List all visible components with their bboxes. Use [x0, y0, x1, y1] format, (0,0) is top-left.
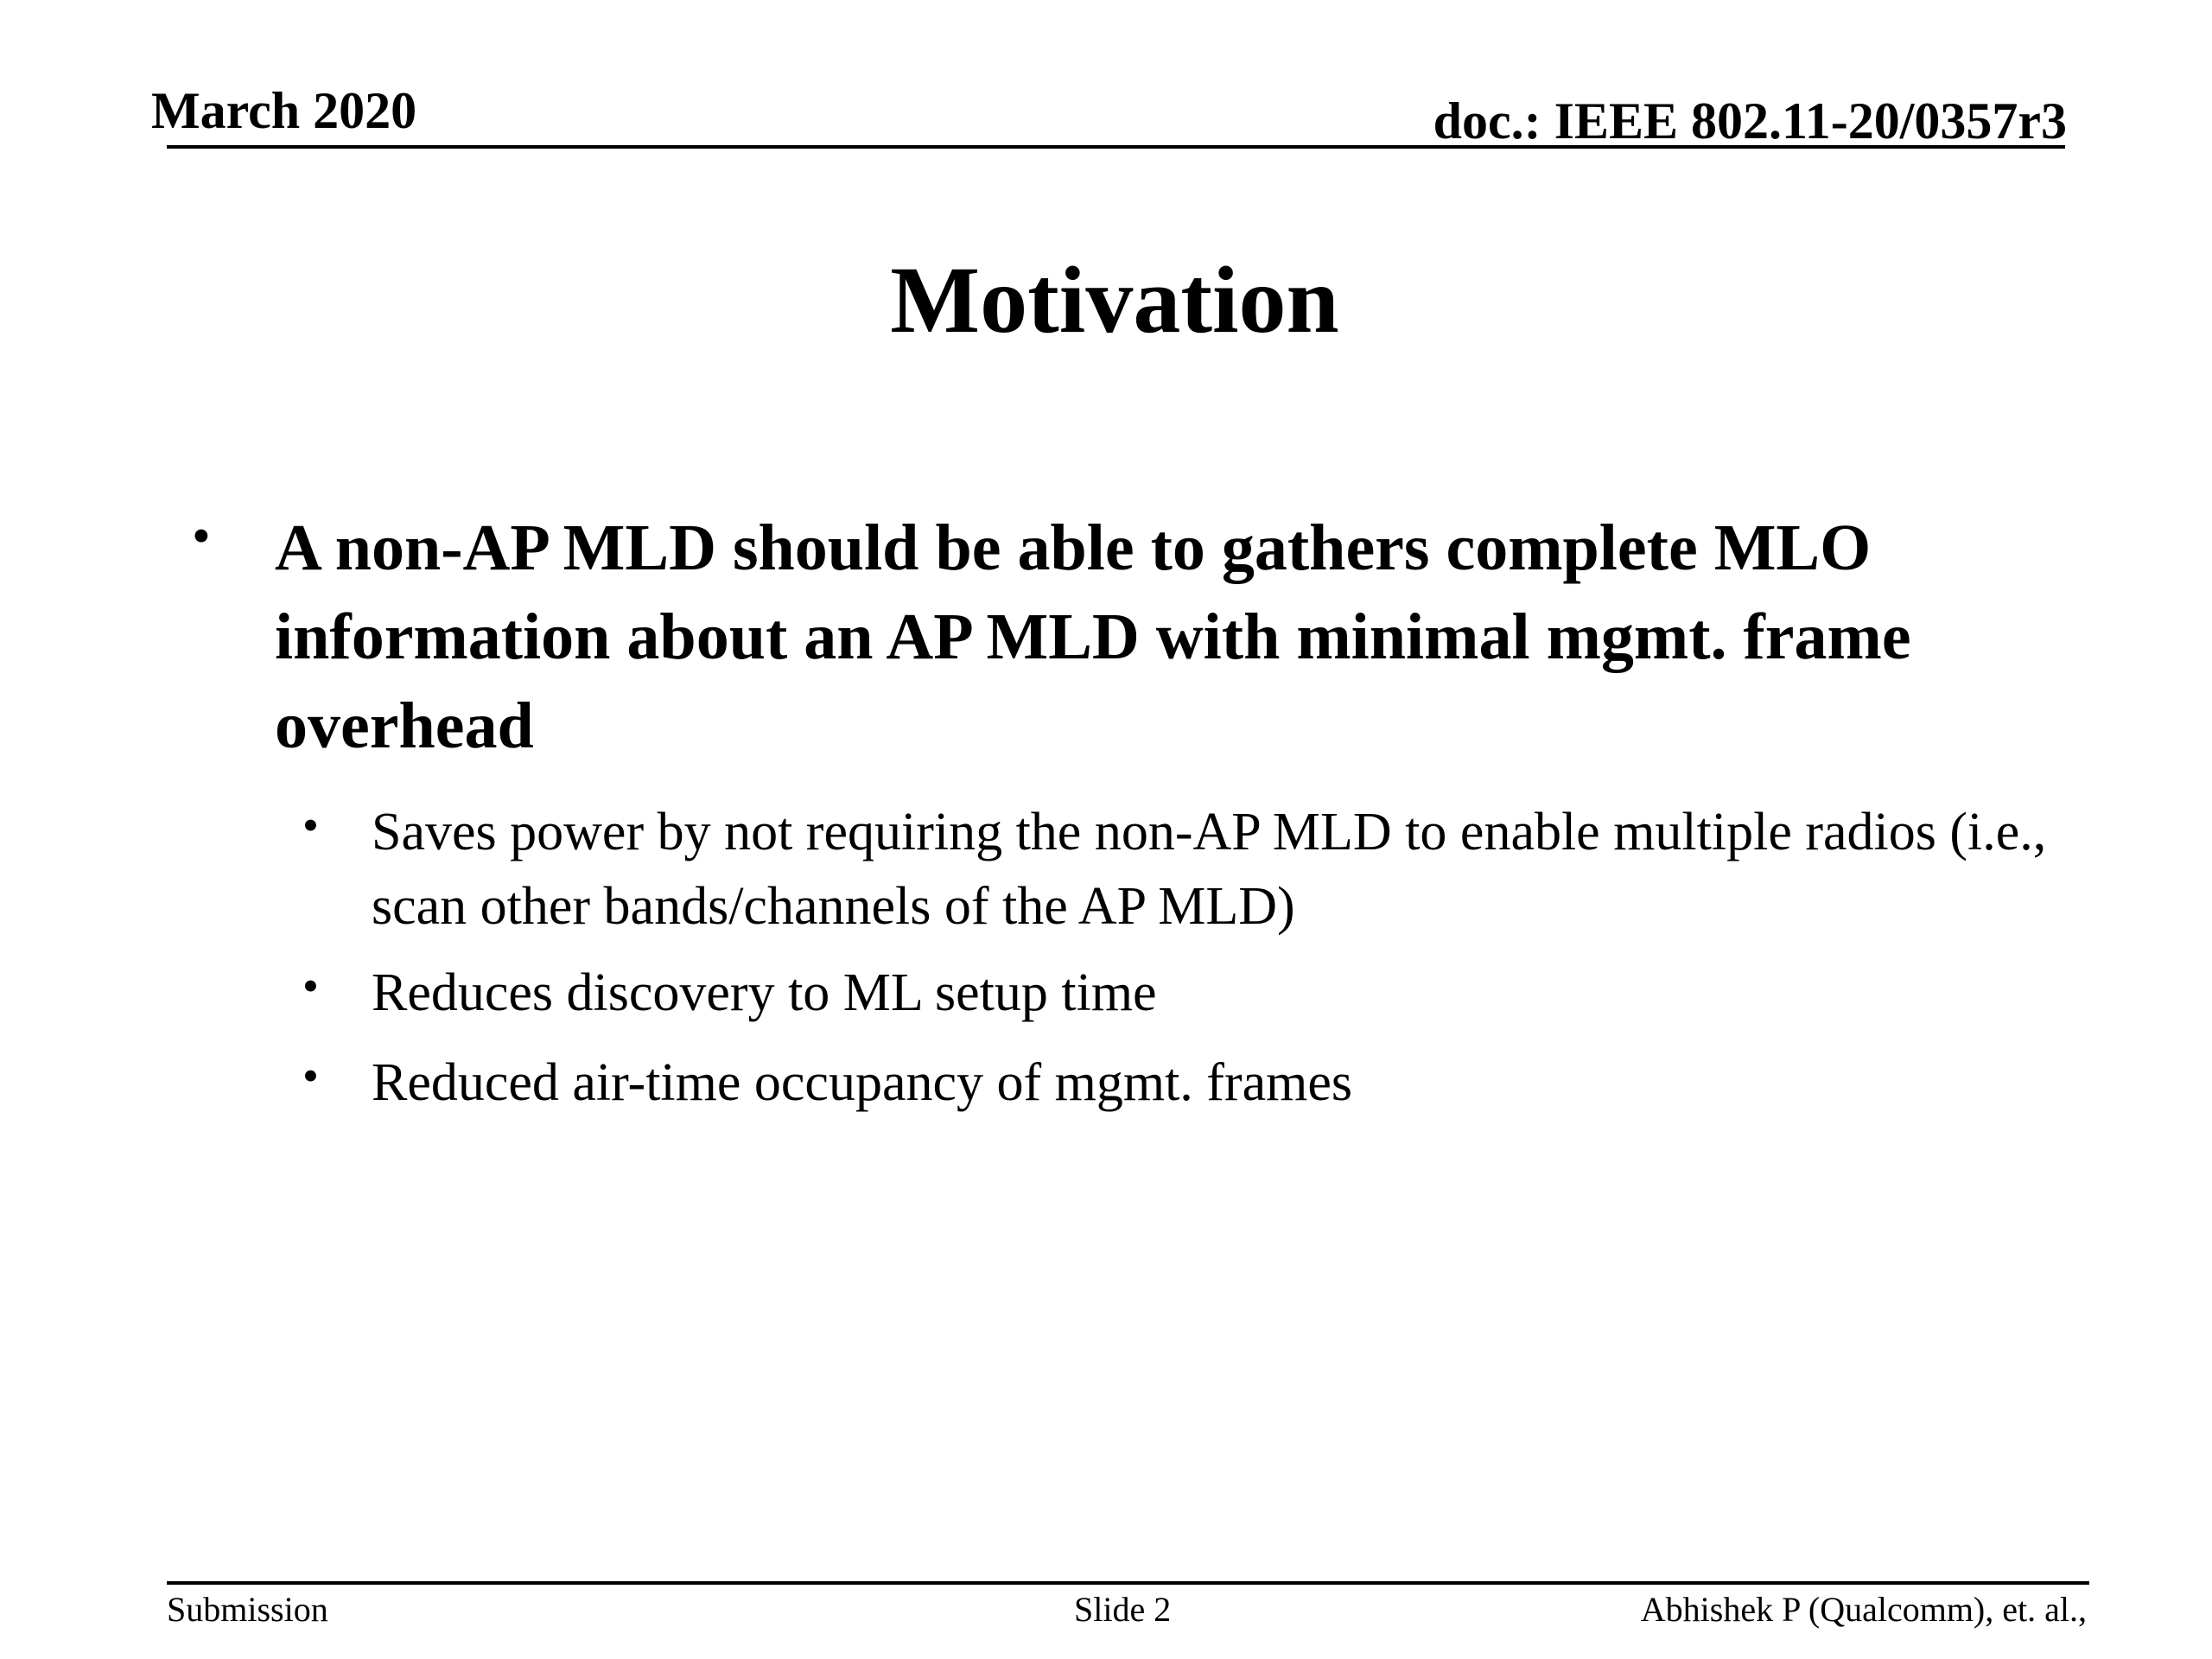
footer-divider — [167, 1581, 2089, 1585]
sub-bullet-marker: • — [302, 1050, 319, 1102]
bullet-marker: • — [192, 507, 211, 566]
slide-title: Motivation — [890, 247, 1339, 353]
footer-submission: Submission — [167, 1590, 328, 1629]
sub-bullet-marker: • — [302, 799, 319, 851]
header-doc-id: doc.: IEEE 802.11-20/0357r3 — [1433, 92, 2067, 149]
header-date: March 2020 — [151, 82, 417, 139]
sub-bullet-text: Reduced air-time occupancy of mgmt. frames — [372, 1053, 1352, 1112]
footer-slide-number: Slide 2 — [1074, 1590, 1172, 1629]
sub-bullet-marker: • — [302, 960, 319, 1012]
header-divider — [167, 145, 2065, 149]
sub-bullet-text: Saves power by not requiring the non-AP MLD to enable multiple radios (i.e., scan other bands/channels of the AP MLD) — [372, 803, 2047, 936]
main-bullet-text: A non-AP MLD should be able to gathers complete MLO information about an AP MLD with minimal mgmt. frame overhead — [275, 512, 1911, 762]
footer-author: Abhishek P (Qualcomm), et. al., — [1640, 1590, 2087, 1629]
sub-bullet-text: Reduces discovery to ML setup time — [372, 963, 1157, 1022]
